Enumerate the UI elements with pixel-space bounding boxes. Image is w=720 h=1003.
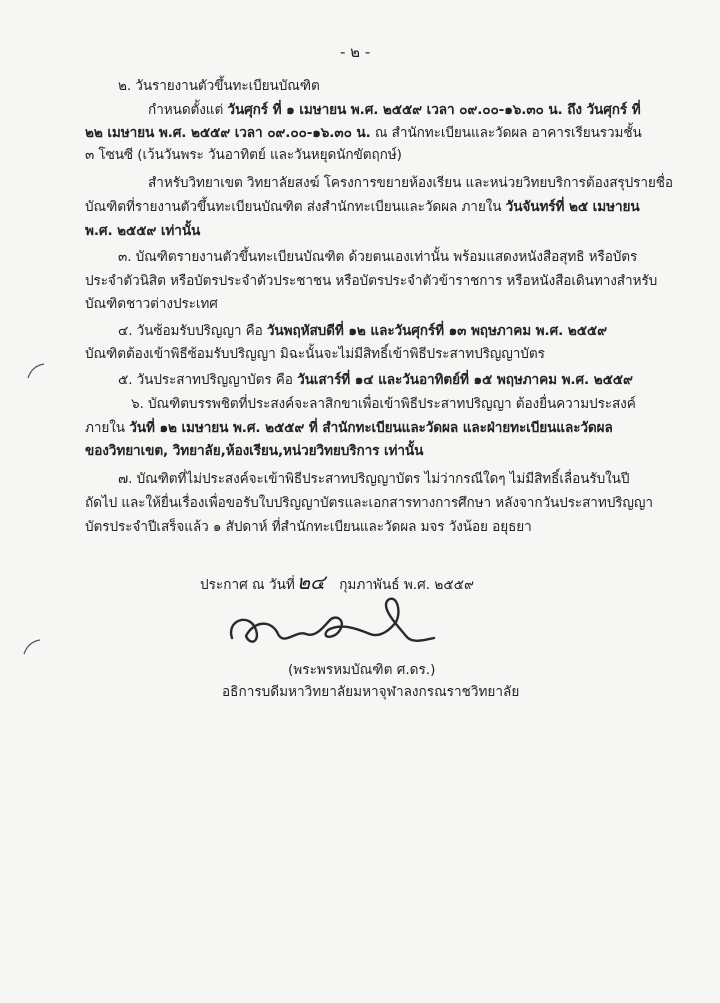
text-line (118, 370, 633, 390)
bold-text: ของวิทยาเขต, วิทยาลัย,ห้องเรียน,หน่วยวิทยบริการ เท่านั้น (85, 443, 424, 459)
text-line (148, 173, 673, 193)
hole-punch-mark-top (26, 362, 46, 380)
hole-punch-mark-bottom (22, 638, 42, 656)
text-span: กำหนดตั้งแต่ (148, 102, 228, 118)
text-line (118, 469, 629, 489)
bold-text: ๒๒ เมษายน พ.ศ. ๒๕๕๙ เวลา ๐๙.๐๐-๑๖.๓๐ น. (85, 125, 371, 141)
text-line (85, 197, 640, 217)
signer-name: (พระพรหมบัณฑิต ศ.ดร.) (288, 662, 436, 678)
text-line (85, 221, 200, 241)
text-line (118, 76, 320, 96)
text-span: ๖. บัณฑิตบรรพชิตที่ประสงค์จะลาสิกขาเพื่อเข้าพิธีประสาทปริญญา ต้องยื่นความประสงค์ (131, 396, 636, 412)
text-span: ๓ โซนซี (เว้นวันพระ วันอาทิตย์ และวันหยุดนักขัตฤกษ์) (85, 147, 402, 163)
text-span: บัณฑิตต้องเข้าพิธีซ้อมรับปริญญา มิฉะนั้นจะไม่มีสิทธิ์เข้าพิธีประสาทปริญญาบัตร (85, 346, 545, 362)
page-number: - ๒ - (340, 43, 371, 61)
text-span: ๔. วันซ้อมรับปริญญา คือ (118, 323, 267, 339)
text-line (85, 517, 532, 537)
bold-text: วันที่ ๑๒ เมษายน พ.ศ. ๒๕๕๙ ที่ สำนักทะเบียนและวัดผล และฝ่ายทะเบียนและวัดผล (129, 420, 613, 436)
text-line (85, 145, 402, 165)
text-line (118, 321, 607, 341)
text-line (85, 123, 642, 143)
bold-text: พ.ศ. ๒๕๕๙ เท่านั้น (85, 223, 201, 239)
text-span: บัตรประจำปีเสร็จแล้ว ๑ สัปดาห์ ที่สำนักทะเบียนและวัดผล มจร วังน้อย อยุธยา (85, 519, 532, 535)
text-span: สำหรับวิทยาเขต วิทยาลัยสงฆ์ โครงการขยายห้องเรียน และหน่วยวิทยบริการต้องสรุปรายชื่อ (148, 175, 673, 191)
signature (220, 590, 460, 660)
text-line (85, 344, 545, 364)
text-line (85, 294, 218, 314)
announce-prefix: ประกาศ ณ วันที่ (200, 577, 295, 593)
bold-text: วันเสาร์ที่ ๑๔ และวันอาทิตย์ที่ ๑๕ พฤษภาคม พ.ศ. ๒๕๕๙ (297, 372, 633, 388)
text-span: ๒. วันรายงานตัวขึ้นทะเบียนบัณฑิต (118, 78, 320, 94)
text-span: บัณฑิตชาวต่างประเทศ (85, 296, 218, 312)
text-span: ๕. วันประสาทปริญญาบัตร คือ (118, 372, 298, 388)
text-span: ๓. บัณฑิตรายงานตัวขึ้นทะเบียนบัณฑิต ด้วยตนเองเท่านั้น พร้อมแสดงหนังสือสุทธิ หรือบัตร (118, 249, 638, 265)
signer-title: อธิการบดีมหาวิทยาลัยมหาจุฬาลงกรณราชวิทยาลัย (222, 684, 520, 700)
text-span: ประจำตัวนิสิต หรือบัตรประจำตัวประชาชน หรือบัตรประจำตัวข้าราชการ หรือหนังสือเดินทางสำหรับ (85, 273, 658, 289)
text-line (85, 271, 657, 291)
text-line (85, 441, 423, 461)
text-span: ถัดไป และให้ยื่นเรื่องเพื่อขอรับใบปริญญาบัตรและเอกสารทางการศึกษา หลังจากวันประสาทปริญญา (85, 495, 653, 511)
bold-text: วันจันทร์ที่ ๒๕ เมษายน (505, 199, 640, 215)
announce-day: ๒๔ (296, 570, 326, 594)
bold-text: วันพฤหัสบดีที่ ๑๒ และวันศุกร์ที่ ๑๓ พฤษภาคม พ.ศ. ๒๕๕๙ (266, 323, 607, 339)
text-line (85, 493, 653, 513)
text-span: ๗. บัณฑิตที่ไม่ประสงค์จะเข้าพิธีประสาทปริญญาบัตร ไม่ว่ากรณีใดๆ ไม่มีสิทธิ์เลื่อนรับในปี (118, 471, 630, 487)
text-line (85, 418, 613, 438)
text-line (148, 100, 641, 120)
announce-month-year: กุมภาพันธ์ พ.ศ. ๒๕๕๙ (339, 577, 474, 593)
bold-text: วันศุกร์ ที่ ๑ เมษายน พ.ศ. ๒๕๕๙ เวลา ๐๙.๐๐-๑๖.๓๐ น. ถึง วันศุกร์ ที่ (227, 102, 641, 118)
text-line (131, 394, 636, 414)
text-line (118, 247, 637, 267)
text-span: ณ สำนักทะเบียนและวัดผล อาคารเรียนรวมชั้น (370, 125, 642, 141)
text-span: ภายใน (85, 420, 130, 436)
text-span: บัณฑิตที่รายงานตัวขึ้นทะเบียนบัณฑิต ส่งสำนักทะเบียนและวัดผล ภายใน (85, 199, 506, 215)
